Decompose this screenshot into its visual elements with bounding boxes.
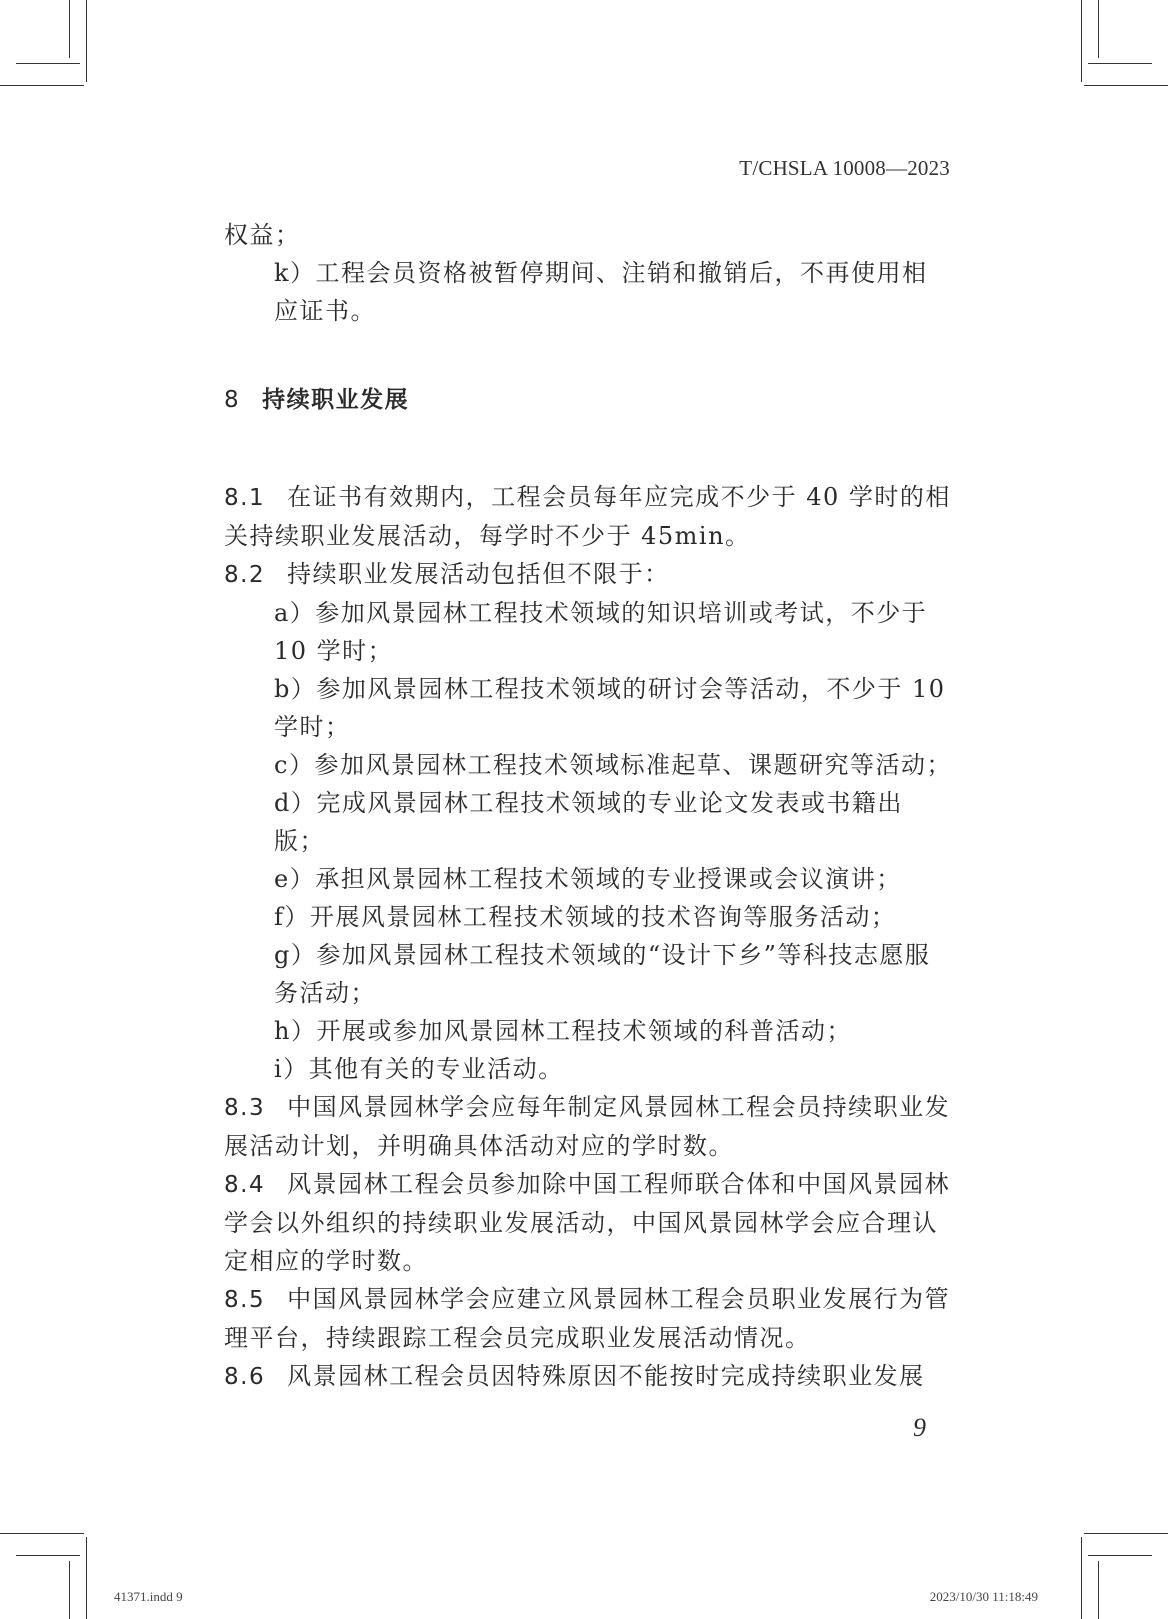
activity-item: d）完成风景园林工程技术领域的专业论文发表或书籍出版； [274, 789, 903, 855]
activity-item: f）开展风景园林工程技术领域的技术咨询等服务活动； [274, 903, 897, 931]
crop-mark-bottom-left-h2 [0, 1533, 84, 1534]
activity-item: a）参加风景园林工程技术领域的知识培训或考试，不少于 10 学时； [274, 599, 928, 665]
crop-mark-bottom-right-h2 [1084, 1533, 1168, 1534]
footer-file-info: 41371.indd 9 [114, 1589, 183, 1604]
clause-8-2 [224, 555, 952, 594]
clause-number: 8.2 [224, 562, 266, 588]
crop-mark-bottom-left-v [69, 1561, 70, 1619]
crop-mark-bottom-right-v [1098, 1561, 1099, 1619]
clause-text: 风景园林工程会员参加除中国工程师联合体和中国风景园林学会以外组织的持续职业发展活动，中国风景园林学会应合理认定相应的学时数。 [224, 1170, 951, 1275]
crop-mark-top-right-v [1098, 0, 1099, 58]
activity-item: e）承担风景园林工程技术领域的专业授课或会议演讲； [274, 865, 902, 893]
crop-mark-top-right-v2 [1081, 0, 1082, 82]
clause-8-5 [224, 1280, 952, 1357]
clause-8-6 [224, 1357, 952, 1396]
crop-mark-bottom-right-h [1088, 1555, 1152, 1556]
footer-timestamp: 2023/10/30 11:18:49 [929, 1589, 1038, 1604]
paragraph-continuation: 权益； [224, 221, 301, 249]
crop-mark-top-left-v2 [86, 0, 87, 82]
crop-mark-bottom-left-v2 [86, 1537, 87, 1619]
crop-mark-top-right-h2 [1084, 85, 1168, 86]
crop-mark-bottom-right-v2 [1081, 1537, 1082, 1619]
clause-number: 8.5 [224, 1287, 266, 1313]
clause-8-1 [224, 478, 952, 555]
clause-text: 持续职业发展活动包括但不限于： [287, 560, 670, 588]
activity-item: b）参加风景园林工程技术领域的研讨会等活动，不少于 10 学时； [274, 675, 946, 741]
clause-number: 8.3 [224, 1095, 266, 1121]
activity-item: g）参加风景园林工程技术领域的“设计下乡”等科技志愿服务活动； [274, 941, 931, 1007]
section-title: 持续职业发展 [262, 387, 410, 413]
crop-mark-top-left-v [69, 0, 70, 58]
activity-item: c）参加风景园林工程技术领域标准起草、课题研究等活动； [274, 751, 952, 779]
crop-mark-top-right-h [1088, 63, 1152, 64]
clause-number: 8.6 [224, 1364, 266, 1390]
activity-item: i）其他有关的专业活动。 [274, 1055, 564, 1083]
crop-mark-bottom-left-h [16, 1555, 80, 1556]
clause-text: 风景园林工程会员因特殊原因不能按时完成持续职业发展 [287, 1362, 925, 1390]
clause-8-3 [224, 1088, 952, 1165]
document-body [224, 216, 952, 1396]
page-number: 9 [913, 1413, 926, 1442]
section-number: 8 [224, 387, 241, 413]
clause-number: 8.1 [224, 485, 266, 511]
section-heading [224, 381, 952, 419]
activity-item: h）开展或参加风景园林工程技术领域的科普活动； [274, 1017, 852, 1045]
crop-mark-top-left-h2 [0, 85, 84, 86]
clause-text: 中国风景园林学会应每年制定风景园林工程会员持续职业发展活动计划，并明确具体活动对应的学时数。 [224, 1093, 951, 1160]
clause-number: 8.4 [224, 1172, 266, 1198]
clause-text: 中国风景园林学会应建立风景园林工程会员职业发展行为管理平台，持续跟踪工程会员完成职业发展活动情况。 [224, 1285, 951, 1352]
clause-8-4 [224, 1165, 952, 1280]
item-k: k）工程会员资格被暂停期间、注销和撤销后，不再使用相应证书。 [274, 259, 928, 325]
clause-text: 在证书有效期内，工程会员每年应完成不少于 40 学时的相关持续职业发展活动，每学时不少于 45min。 [224, 483, 951, 550]
standard-code: T/CHSLA 10008—2023 [739, 156, 950, 180]
crop-mark-top-left-h [16, 63, 80, 64]
